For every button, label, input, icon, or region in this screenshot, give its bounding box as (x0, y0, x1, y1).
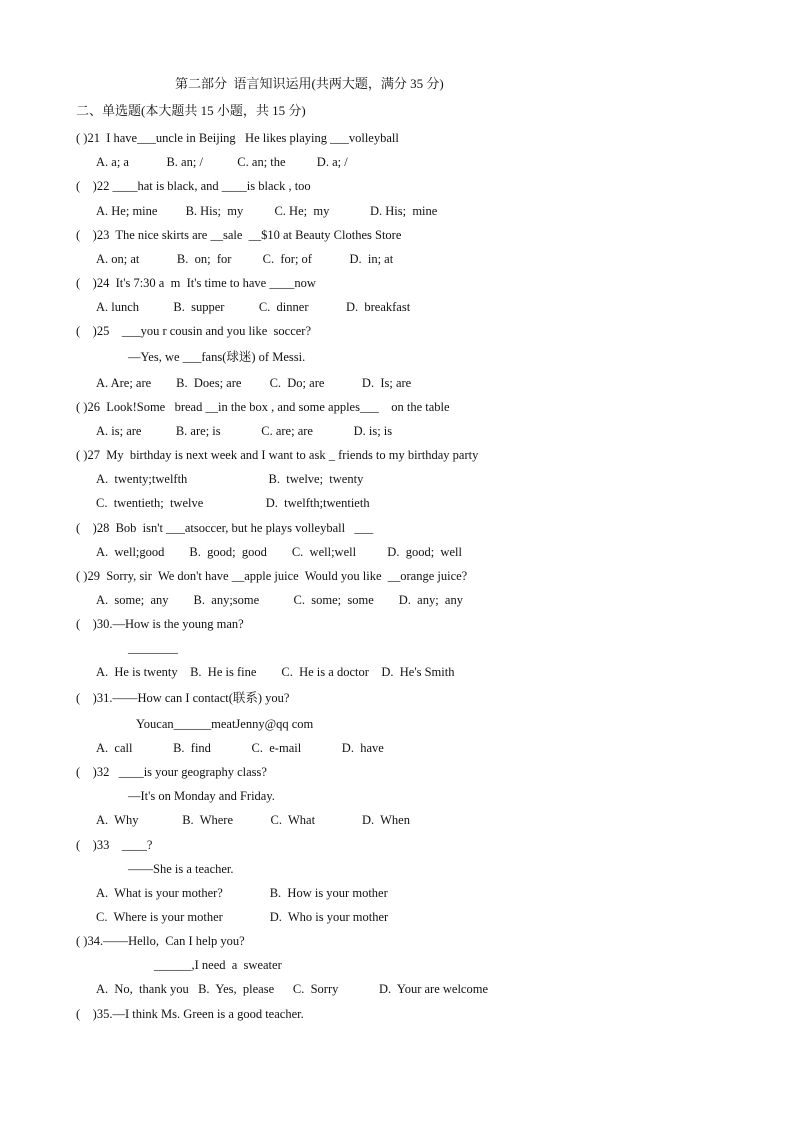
options-26: A. is; are B. are; is C. are; are D. is; is (96, 424, 393, 438)
options-34: A. No, thank you B. Yes, please C. Sorry D. Your are welcome (96, 982, 488, 996)
options-29: A. some; any B. any;some C. some; some D. any; any (96, 593, 463, 607)
options-32: A. Why B. Where C. What D. When (96, 813, 410, 827)
options-30: A. He is twenty B. He is fine C. He is a doctor D. He's Smith (96, 665, 455, 679)
options-24: A. lunch B. supper C. dinner D. breakfast (96, 300, 411, 314)
question-33: ( )33 ____? (76, 838, 153, 852)
question-27: ( )27 My birthday is next week and I want to ask _ friends to my birthday party (76, 448, 479, 462)
answer-line-25: —Yes, we ___fans(球迷) of Messi. (128, 350, 306, 364)
question-32: ( )32 ____is your geography class? (76, 765, 267, 779)
question-23: ( )23 The nice skirts are __sale __$10 at Beauty Clothes Store (76, 228, 402, 242)
section-subheading: 二、单选题(本大题共 15 小题，共 15 分) (76, 103, 306, 118)
options-28: A. well;good B. good; good C. well;well D. good; well (96, 545, 462, 559)
question-30: ( )30.—How is the young man? (76, 617, 244, 631)
question-25: ( )25 ___you r cousin and you like soccer? (76, 324, 312, 338)
question-22: ( )22 ____hat is black, and ____is black , too (76, 179, 311, 193)
options-33b: C. Where is your mother D. Who is your mother (96, 910, 389, 924)
section-heading-part2: 第二部分 语言知识运用(共两大题，满分 35 分) (175, 76, 444, 91)
options-23: A. on; at B. on; for C. for; of D. in; at (96, 252, 394, 266)
options-31: A. call B. find C. e-mail D. have (96, 741, 384, 755)
question-35: ( )35.—I think Ms. Green is a good teacher. (76, 1007, 304, 1021)
question-29: ( )29 Sorry, sir We don't have __apple juice Would you like __orange juice? (76, 569, 468, 583)
options-33a: A. What is your mother? B. How is your mother (96, 886, 388, 900)
question-31: ( )31.——How can I contact(联系) you? (76, 691, 290, 705)
answer-line-33: ——She is a teacher. (128, 862, 234, 876)
question-26: ( )26 Look!Some bread __in the box , and some apples___ on the table (76, 400, 450, 414)
answer-blank-30: ________ (128, 641, 178, 655)
question-24: ( )24 It's 7:30 a m It's time to have ____now (76, 276, 316, 290)
options-21: A. a; a B. an; / C. an; the D. a; / (96, 155, 348, 169)
options-27b: C. twentieth; twelve D. twelfth;twentieth (96, 496, 370, 510)
question-21: ( )21 I have___uncle in Beijing He likes playing ___volleyball (76, 131, 399, 145)
answer-line-31: Youcan______meatJenny@qq com (136, 717, 314, 731)
answer-line-34: ______,I need a sweater (154, 958, 282, 972)
question-28: ( )28 Bob isn't ___atsoccer, but he plays volleyball ___ (76, 521, 374, 535)
options-25: A. Are; are B. Does; are C. Do; are D. Is; are (96, 376, 412, 390)
options-27a: A. twenty;twelfth B. twelve; twenty (96, 472, 364, 486)
answer-line-32: —It's on Monday and Friday. (128, 789, 275, 803)
question-34: ( )34.——Hello, Can I help you? (76, 934, 245, 948)
options-22: A. He; mine B. His; my C. He; my D. His; mine (96, 204, 438, 218)
